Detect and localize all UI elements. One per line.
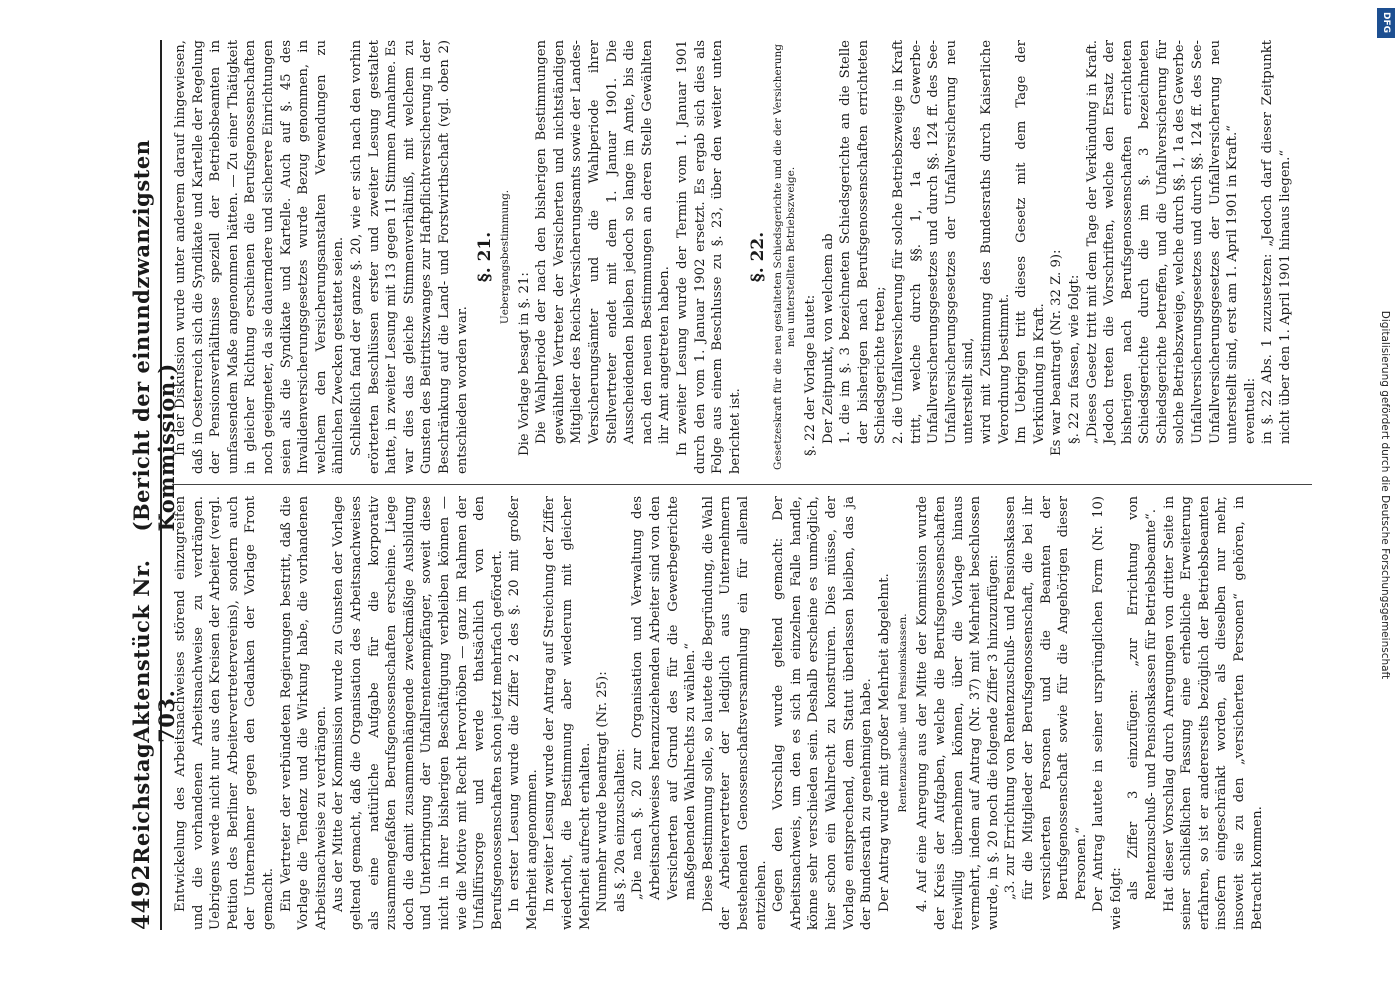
paragraph: Der Antrag lautete in seiner ursprünglichen Form (Nr. 10) wie folgt: [1091, 496, 1124, 930]
list-item: 1. die im §. 3 bezeichneten Schiedsgerichte an die Stelle der bisherigen nach Berufsgenossenschaften errichteten Schiedsgerichte treten; [838, 40, 889, 444]
paragraph: In erster Lesung wurde die Ziffer 2 des §. 20 mit großer Mehrheit angenommen. [507, 496, 540, 930]
paragraph: 4. Auf eine Anregung aus der Mitte der Kommission wurde der Kreis der Aufgaben, welche die Berufsgenossenschaften freiwillig übernehmen können, über die Vorlage hinaus vermehrt, indem auf Antrag (Nr. 37) mit Mehrheit beschlossen wurde, in §. 20 noch die folgende Ziffer 3 hinzuzufügen: [915, 496, 1001, 930]
list-item: 2. die Unfallversicherung für solche Betriebszweige in Kraft tritt, welche durch §§. 1, 1a des Gewerbe-Unfallversicherungsgesetzes und durch §§. 124 ff. des See-Unfallversicherungsgesetzes der Unfallversicherung neu unterstellt sind, [890, 40, 977, 444]
paragraph: In der Diskussion wurde unter anderem darauf hingewiesen, daß in Oesterreich sich die Syndikate und Kartelle der Regelung der Pensionsverhältnisse speziell der Betriebsbeamten in umfassendem Maße angenommen hätten. — Zu einer Thätigkeit in gleicher Richtung erschienen die Berufsgenossenschaften noch geeigneter, da sie dauerndere und sicherere Einrichtungen seien als die Syndikate und Kartelle. Auch auf §. 45 des Invalidenversicherungsgesetzes wurde Bezug genommen, in welchem den Versicherungsanstalten Verwendungen zu ähnlichen Zwecken gestattet seien. [173, 40, 347, 474]
paragraph: Gegen den Vorschlag wurde geltend gemacht: Der Arbeitsnachweis, um den es sich im einzelnen Falle handle, könne sehr verschieden sein. Deshalb erscheine es unmöglich, hier schon ein Wahlrecht zu konstruiren. Dies müsse, der Vorlage entsprechend, dem Statut überlassen bleiben, das ja der Bundesrath zu genehmigen habe. [771, 496, 875, 930]
section-subheading: Uebergangsbestimmung. [498, 189, 511, 325]
paragraph: §. 22 der Vorlage lautet: [803, 294, 818, 456]
paragraph: In zweiter Lesung wurde der Antrag auf Streichung der Ziffer wiederholt, die Bestimmung aber wiederum mit gleicher Mehrheit aufrecht erhalten. [542, 496, 593, 930]
paragraph: Entwickelung des Arbeitsnachweises störend einzugreifen und die vorhandenen Arbeitsnachweise zu verdrängen. Uebrigens werde nicht nur aus den Kreisen der Arbeiter (vergl. Petition des Berliner Arbeitervertretervereins), sondern auch der Unternehmer gegen den Gedanken der Vorlage Front gemacht. [173, 496, 276, 930]
quoted-provision: „Dieses Gesetz tritt mit dem Tage der Verkündung in Kraft. Jedoch treten die Vorschriften, welche den Ersatz der bisherigen nach Berufsgenossenschaften errichteten Schiedsgerichte durch die im §. 3 bezeichneten Schiedsgerichte betreffen, und die Unfallversicherung für solche Betriebszweige, welche durch §§. 1, 1a des Gewerbe-Unfallversicherungsgesetzes und durch §§. 124 ff. des See-Unfallversicherungsgesetzes der Unfallversicherung neu unterstellt sind, erst am 1. April 1901 in Kraft.“ [1084, 40, 1241, 444]
right-column [172, 40, 1312, 474]
paragraph: §. 22 zu fassen, wie folgt: [1066, 274, 1082, 444]
paragraph: eventuell: [1242, 377, 1258, 444]
paragraph: In zweiter Lesung wurde der Termin vom 1. Januar 1901 durch den vom 1. Januar 1902 ersetzt. Es ergab sich dies als Folge aus einem Beschlusse zu §. 23, über den weiter unten berichtet ist. [675, 40, 743, 474]
paragraph: Der Antrag wurde mit großer Mehrheit abgelehnt. [876, 573, 892, 912]
paragraph: Hat dieser Vorschlag durch Anregungen von dritter Seite in seiner schließlichen Fassung eine erhebliche Erweiterung erfahren, so ist er andererseits bezüglich der Betriebsbeamten insofern eingeschränkt worden, als dieselben nur mehr, insoweit sie zu den „versicherten Personen“ gehören, in Betracht kommen. [1161, 496, 1265, 930]
quoted-provision: als Ziffer 3 einzufügen: „zur Errichtung von Rentenzuschuß- und Pensionskassen für Betriebsbeamte“. [1126, 496, 1160, 900]
paragraph: Ein Vertreter der verbündeten Regierungen bestritt, daß die Vorlage die Tendenz und die Wirkung habe, die vorhandenen Arbeitsnachweise zu verdrängen. [278, 496, 329, 930]
section-subheading: Gesetzeskraft für die neu gestalteten Schiedsgerichte und die der Versicherung neu unterstellten Betriebszweige. [772, 44, 797, 470]
paragraph: Die Vorlage besagt in §. 21: [516, 272, 532, 456]
section-subheading: Rentenzuschuß- und Pensionskassen. [897, 613, 910, 813]
quoted-provision: Die Wahlperiode der nach den bisherigen Bestimmungen gewählten Vertreter der Versicherten und nichtständigen Mitglieder des Reichs-Versicherungsamts sowie der Landes-Versicherungsämter und die Wahlperiode ihrer Stellvertreter endet mit dem 1. Januar 1901. Die Ausscheidenden bleiben jedoch so lange im Amte, bis die nach den neuen Bestimmungen an deren Stelle Gewählten ihr Amt angetreten haben. [534, 40, 673, 444]
text-columns [172, 40, 1312, 930]
quoted-provision: in §. 22 Abs. 1 zuzusetzen: „Jedoch darf dieser Zeitpunkt nicht über den 1. April 1901 hinaus liegen.“ [1260, 40, 1294, 444]
page-header [128, 40, 179, 930]
header-left: Reichstag [129, 742, 154, 864]
quoted-provision: Der Zeitpunkt, von welchem ab [820, 233, 836, 444]
credit-sidebar [1377, 30, 1393, 960]
paragraph: als §. 20a einzuschalten: [612, 748, 628, 912]
quoted-provision: „Die nach §. 20 zur Organisation und Verwaltung des Arbeitsnachweises heranzuziehenden Arbeiter sind von den Versicherten auf Grund des für die Gewerbegerichte maßgebenden Wahlrechts zu wählen.“ [630, 496, 699, 900]
paragraph: Diese Bestimmung solle, so lautete die Begründung, die Wahl der Arbeitervertreter der lediglich aus Unternehmern bestehenden Genossenschaftsversammlung ein für allemal entziehen. [700, 496, 769, 930]
quoted-provision: Im Uebrigen tritt dieses Gesetz mit dem Tage der Verkündung in Kraft. [1014, 40, 1047, 444]
dfg-logo: DFG [1377, 8, 1395, 38]
paragraph: Schließlich fand der ganze §. 20, wie er sich nach den vorhin erörterten Beschlüssen erster und zweiter Lesung gestaltet hatte, in zweiter Lesung mit 13 gegen 11 Stimmen Annahme. Es war dies das gleiche Stimmenverhältniß, mit welchem zu Gunsten des Beitrittszwanges zur Haftpflichtversicherung in der Beschränkung auf die Land- und Forstwirthschaft (vgl. oben 2) entschieden worden war. [348, 40, 470, 474]
digitization-credit: Digitalisierung gefördert durch die Deutsche Forschungsgemeinschaft [1379, 310, 1391, 680]
paragraph: Nunmehr wurde beantragt (Nr. 25): [595, 671, 611, 912]
left-column [172, 496, 1312, 930]
quoted-provision: „3. zur Errichtung von Rentenzuschuß- und Pensionskassen für die Mitglieder der Berufsgenossenschaft, die bei ihr versicherten Personen und die Beamten der Berufsgenossenschaft sowie für die Angehörigen dieser Personen.“ [1003, 496, 1089, 900]
header-right: (Bericht der einundzwanzigsten Kommission.) [129, 139, 179, 532]
paragraph: Es war beantragt (Nr. 32 Z. 9): [1049, 249, 1065, 456]
page-number: 4492 [128, 863, 155, 930]
header-center: Aktenstück Nr. 703. [129, 559, 179, 743]
document-page [100, 0, 1370, 1000]
section-heading: §. 22. [748, 231, 769, 283]
paragraph: Aus der Mitte der Kommission wurde zu Gunsten der Vorlage geltend gemacht, daß die Organisation des Arbeitsnachweises als eine natürliche Aufgabe für die korporativ zusammengefaßten Berufsgenossenschaften erscheine. Liege doch die damit zusammenhängende zweckmäßige Ausbildung und Unterbringung der Unfallrentenempfänger, soweit diese nicht in ihrer bisherigen Beschäftigung verbleiben können — wie die Motive mit Recht hervorhöben — ganz im Rahmen der Unfallfürsorge und werde thatsächlich von den Berufsgenossenschaften schon jetzt mehrfach gefördert. [331, 496, 505, 930]
section-heading: §. 21. [475, 231, 496, 283]
quoted-provision: wird mit Zustimmung des Bundesraths durch Kaiserliche Verordnung bestimmt. [978, 40, 1012, 444]
